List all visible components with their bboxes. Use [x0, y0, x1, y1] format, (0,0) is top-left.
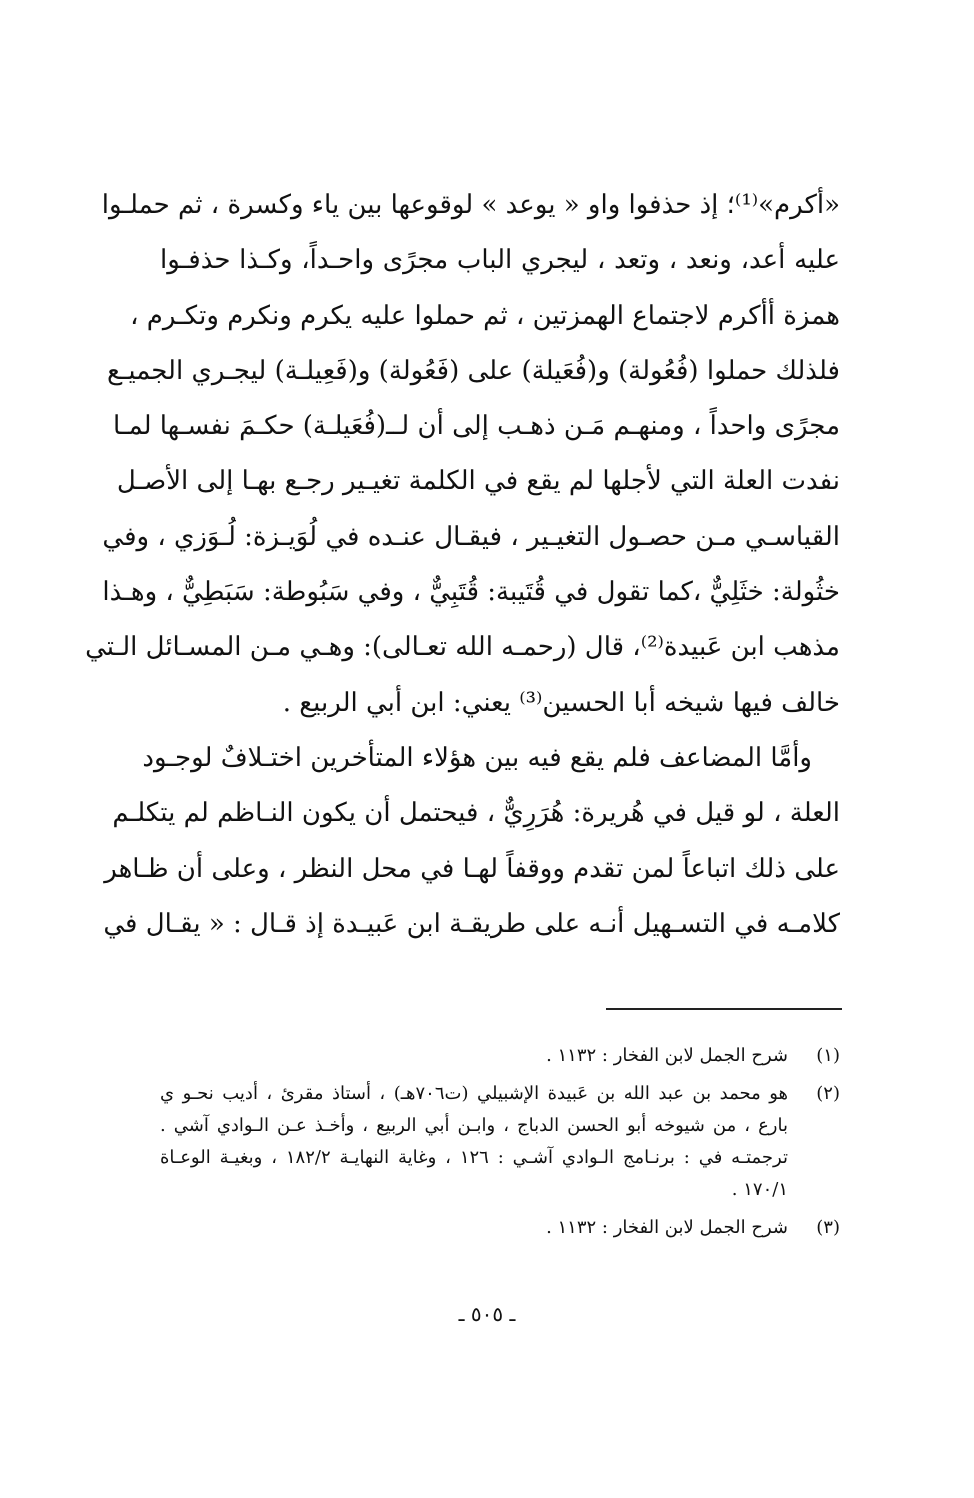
text-line: مذهب ابن عَبيدة⁽²⁾، قال (رحمـه الله تعـالى): وهـي مـن المسـائل الـتي: [85, 632, 840, 663]
footnote-number: (٢): [816, 1083, 840, 1104]
footnote-line: بارع ، من شيوخه أبو الحسن الدباج ، وابـن أبي الربيع ، وأخـذ عـن الـوادي آشي .: [160, 1115, 788, 1136]
footnote-number: (٣): [816, 1217, 840, 1238]
text-line: نفدت العلة التي لأجلها لم يقع في الكلمة تغيـير رجـع بهـا إلى الأصـل: [116, 466, 840, 497]
text-line: مجرًى واحداً ، ومنهـم مَـن ذهـب إلى أن لــ(فُعَيلـة) حكـمَ نفسـها لمـا: [113, 411, 840, 442]
text-line: على ذلك اتباعاً لمن تقدم ووقفاً لهـا في محل النظر ، وعلى أن ظـاهر: [104, 853, 840, 884]
footnote-body: [160, 1078, 788, 1206]
footnote-3: [160, 1212, 840, 1244]
footnote-2: [160, 1078, 840, 1206]
text-line: فلذلك حملوا (فُعُولة) و(فُعَيلة) على (فَعُولة) و(فَعِيلـة) ليجـري الجميـع: [106, 355, 840, 386]
footnote-1: [160, 1040, 840, 1072]
text-line: خالف فيها شيخه أبا الحسين⁽³⁾ يعني: ابن أبي الربيع .: [282, 687, 840, 718]
text-line: «أكرم»⁽¹⁾؛ إذ حذفوا واو « يوعد » لوقوعها بين ياء وكسرة ، ثم حملـوا: [101, 190, 840, 220]
footnote-line: ترجمتـه في : برنـامج الـوادي آشـي : ١٢٦ ، وغاية النهايـة ١٨٢/٢ ، وبغيـة الوعـاة: [160, 1147, 789, 1168]
text-line: كلامـه في التسـهيل أنـه على طريقـة ابن عَبيـدة إذ قـال : « يقـال في: [103, 908, 840, 939]
footnote-body: [160, 1040, 788, 1072]
footnote-separator: [606, 1008, 842, 1010]
text-line: القياسـي مـن حصـول التغيـير ، فيقـال عنـده في لُوَيـزة: لُـوَزي ، وفي: [102, 521, 840, 552]
footnote-line: شرح الجمل لابن الفخار : ١١٣٢ .: [546, 1217, 788, 1238]
text-line: وأمَّا المضاعف فلم يقع فيه بين هؤلاء المتأخرين اختـلافٌ لوجـود: [142, 742, 812, 773]
text-line: العلة ، لو قيل في هُريرة: هُرَرِيٌّ ، فيحتمل أن يكون النـاظم لم يتكلـم: [112, 798, 840, 829]
footnote-line: ١٧٠/١ .: [731, 1179, 788, 1200]
footnotes-block: [160, 1040, 840, 1250]
text-line: خثُولة: خثَلِيٌّ ،كما تقول في قُتَيبة: قُتَبِيٌّ ، وفي سَبُوطة: سَبَطِيٌّ ، وهـذا: [102, 577, 840, 608]
page-number: ـ ٥٠٥ ـ: [458, 1302, 516, 1326]
footnote-line: هو محمد بن عبد الله بن عَبيدة الإشبيلي (ت٧٠٦هـ) ، أستاذ مقرئ ، أديب نحـو ي: [160, 1083, 788, 1104]
text-line: همزة أأكرم لاجتماع الهمزتين ، ثم حملوا عليه يكرم ونكرم وتكـرم ،: [130, 300, 840, 331]
main-text-block: [85, 178, 840, 952]
footnote-line: شرح الجمل لابن الفخار : ١١٣٢ .: [546, 1045, 788, 1066]
footnote-body: [160, 1212, 788, 1244]
footnote-number: (١): [816, 1045, 840, 1066]
text-line: عليه أعد، ونعد ، وتعد ، ليجري الباب مجرًى واحـداً، وكـذا حذفـوا: [160, 245, 840, 276]
